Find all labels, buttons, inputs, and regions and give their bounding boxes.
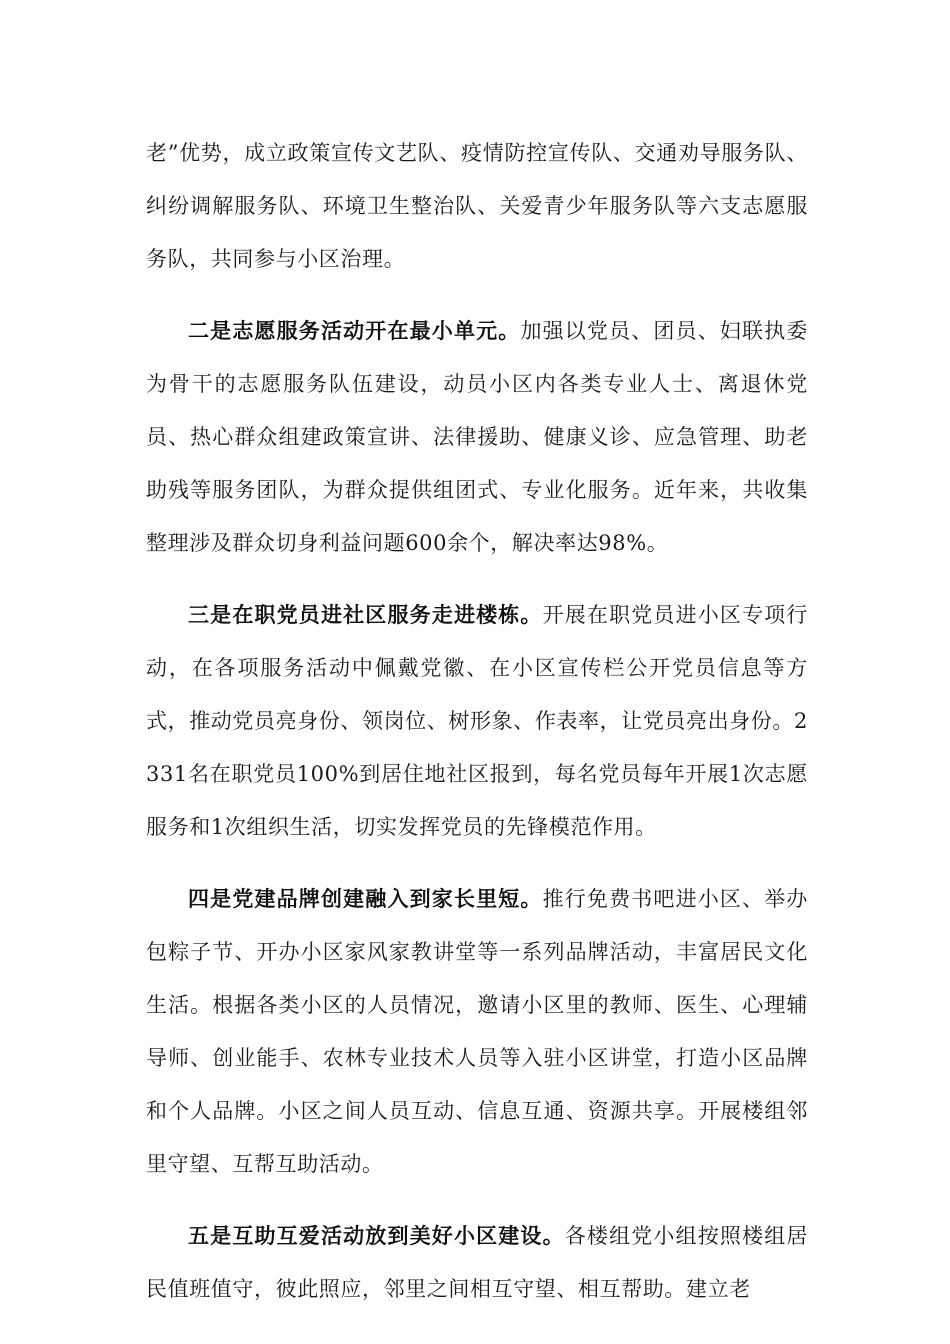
paragraph-lead: 三是在职党员进社区服务走进楼栋。 [188, 602, 543, 627]
paragraph-party-members [146, 588, 808, 854]
paragraph-lead: 四是党建品牌创建融入到家长里短。 [188, 886, 543, 911]
paragraph-text: 各楼组党小组按照楼组居民值班值守，彼此照应，邻里之间相互守望、相互帮助。建立老 [146, 1224, 808, 1301]
paragraph-text: 加强以党员、团员、妇联执委为骨干的志愿服务队伍建设，动员小区内各类专业人士、离退休党员、热心群众组建政策宣讲、法律援助、健康义诊、应急管理、助老助残等服务团队，为群众提供组团式、专业化服务。近年来，共收集整理涉及群众切身利益问题600余个，解决率达98%。 [146, 319, 808, 555]
document-body [146, 126, 808, 1316]
paragraph-mutual-aid [146, 1209, 808, 1316]
paragraph-party-brand [146, 872, 808, 1191]
paragraph-text: 老”优势，成立政策宣传文艺队、疫情防控宣传队、交通劝导服务队、纠纷调解服务队、环境卫生整治队、关爱青少年服务队等六支志愿服务队，共同参与小区治理。 [146, 141, 808, 271]
paragraph-lead: 五是互助互爱活动放到美好小区建设。 [188, 1223, 565, 1248]
paragraph-lead: 二是志愿服务活动开在最小单元。 [188, 318, 521, 343]
paragraph-volunteer-service [146, 304, 808, 570]
paragraph-continued [146, 126, 808, 286]
paragraph-text: 开展在职党员进小区专项行动，在各项服务活动中佩戴党徽、在小区宣传栏公开党员信息等方式，推动党员亮身份、领岗位、树形象、作表率，让党员亮出身份。2331名在职党员100%到居住地社区报到，每名党员每年开展1次志愿服务和1次组织生活，切实发挥党员的先锋模范作用。 [146, 603, 808, 839]
paragraph-text: 推行免费书吧进小区、举办包粽子节、开办小区家风家教讲堂等一系列品牌活动，丰富居民文化生活。根据各类小区的人员情况，邀请小区里的教师、医生、心理辅导师、创业能手、农林专业技术人员等入驻小区讲堂，打造小区品牌和个人品牌。小区之间人员互动、信息互通、资源共享。开展楼组邻里守望、互帮互助活动。 [146, 887, 808, 1176]
